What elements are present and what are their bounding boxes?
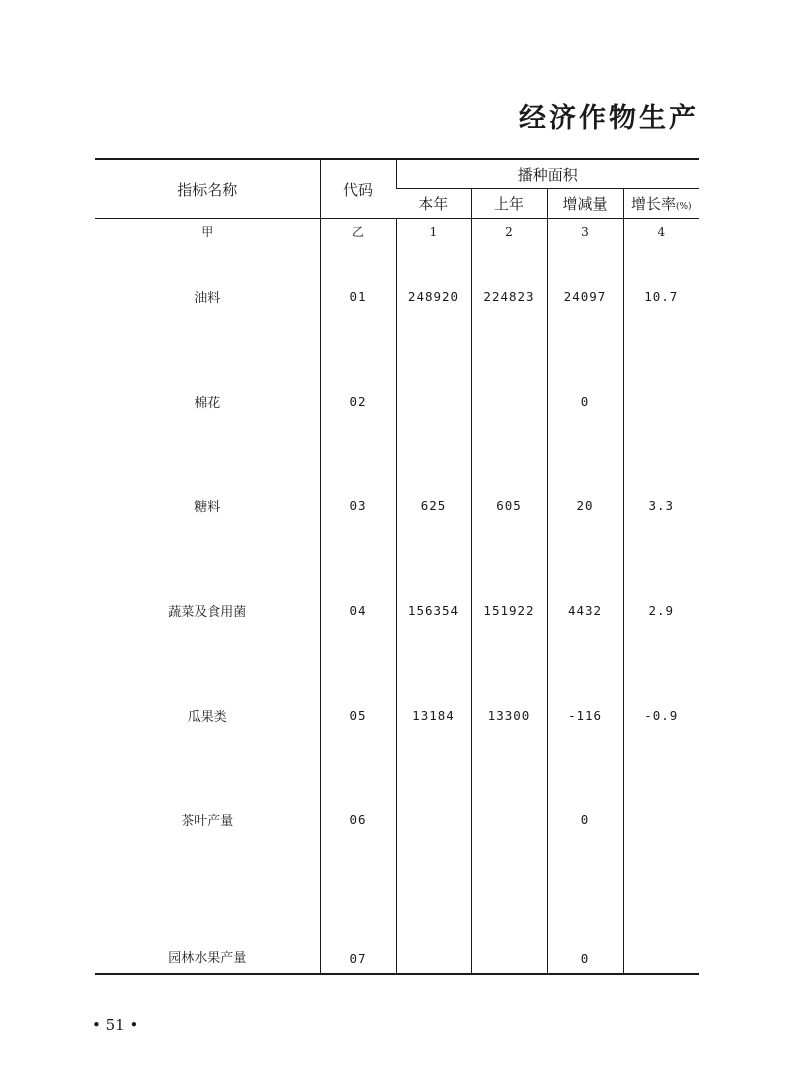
row-change: 0 <box>547 872 623 974</box>
table-row <box>95 558 699 663</box>
page-number: • 51 • <box>92 1016 139 1034</box>
row-this-year <box>396 349 471 454</box>
row-last-year: 605 <box>471 453 547 558</box>
row-growth: 2.9 <box>623 558 699 663</box>
row-growth: -0.9 <box>623 663 699 768</box>
row-change: 4432 <box>547 558 623 663</box>
crop-production-table <box>95 158 699 975</box>
row-code: 04 <box>320 558 396 663</box>
row-name: 园林水果产量 <box>95 872 320 974</box>
header-code: 代码 <box>320 159 396 219</box>
row-name: 蔬菜及食用菌 <box>168 604 247 620</box>
header-growth-unit: (%) <box>675 202 692 212</box>
row-name: 糖料 <box>194 500 221 516</box>
row-last-year <box>471 349 547 454</box>
header-last-year: 上年 <box>471 189 547 219</box>
row-last-year: 151922 <box>471 558 547 663</box>
row-growth <box>623 872 699 974</box>
row-this-year <box>396 767 471 872</box>
row-code: 01 <box>320 244 396 349</box>
row-code: 02 <box>320 349 396 454</box>
row-code: 05 <box>320 663 396 768</box>
colnum-cell: 1 <box>396 219 471 245</box>
row-name: 棉花 <box>194 395 221 411</box>
page-title: 经济作物生产 <box>519 103 699 134</box>
header-sown-area: 播种面积 <box>396 159 699 189</box>
colnum-cell: 乙 <box>320 219 396 245</box>
colnum-cell: 甲 <box>201 225 214 239</box>
colnum-cell: 2 <box>471 219 547 245</box>
row-last-year <box>471 767 547 872</box>
row-last-year: 13300 <box>471 663 547 768</box>
row-change: 0 <box>547 349 623 454</box>
row-growth: 10.7 <box>623 244 699 349</box>
row-name: 茶叶产量 <box>181 814 234 830</box>
row-code: 07 <box>320 872 396 974</box>
table-row <box>95 453 699 558</box>
table-row <box>95 663 699 768</box>
colnum-cell: 4 <box>623 219 699 245</box>
table-row <box>95 767 699 872</box>
row-name: 油料 <box>194 290 221 306</box>
row-growth: 3.3 <box>623 453 699 558</box>
colnum-cell: 3 <box>547 219 623 245</box>
row-this-year: 13184 <box>396 663 471 768</box>
row-change: 24097 <box>547 244 623 349</box>
row-last-year: 224823 <box>471 244 547 349</box>
table-row <box>95 872 699 974</box>
row-code: 03 <box>320 453 396 558</box>
row-name: 瓜果类 <box>187 709 227 725</box>
header-growth <box>623 189 699 219</box>
table-row <box>95 349 699 454</box>
row-this-year <box>396 872 471 974</box>
row-this-year: 248920 <box>396 244 471 349</box>
header-indicator-name: 指标名称 <box>95 159 320 219</box>
row-code: 06 <box>320 767 396 872</box>
header-growth-label: 增长率 <box>630 195 676 213</box>
header-change: 增减量 <box>547 189 623 219</box>
table-row <box>95 244 699 349</box>
row-change: 0 <box>547 767 623 872</box>
row-change: -116 <box>547 663 623 768</box>
column-number-row <box>95 219 699 245</box>
header-this-year: 本年 <box>396 189 471 219</box>
row-growth <box>623 767 699 872</box>
row-this-year: 625 <box>396 453 471 558</box>
row-last-year <box>471 872 547 974</box>
row-this-year: 156354 <box>396 558 471 663</box>
row-growth <box>623 349 699 454</box>
row-change: 20 <box>547 453 623 558</box>
